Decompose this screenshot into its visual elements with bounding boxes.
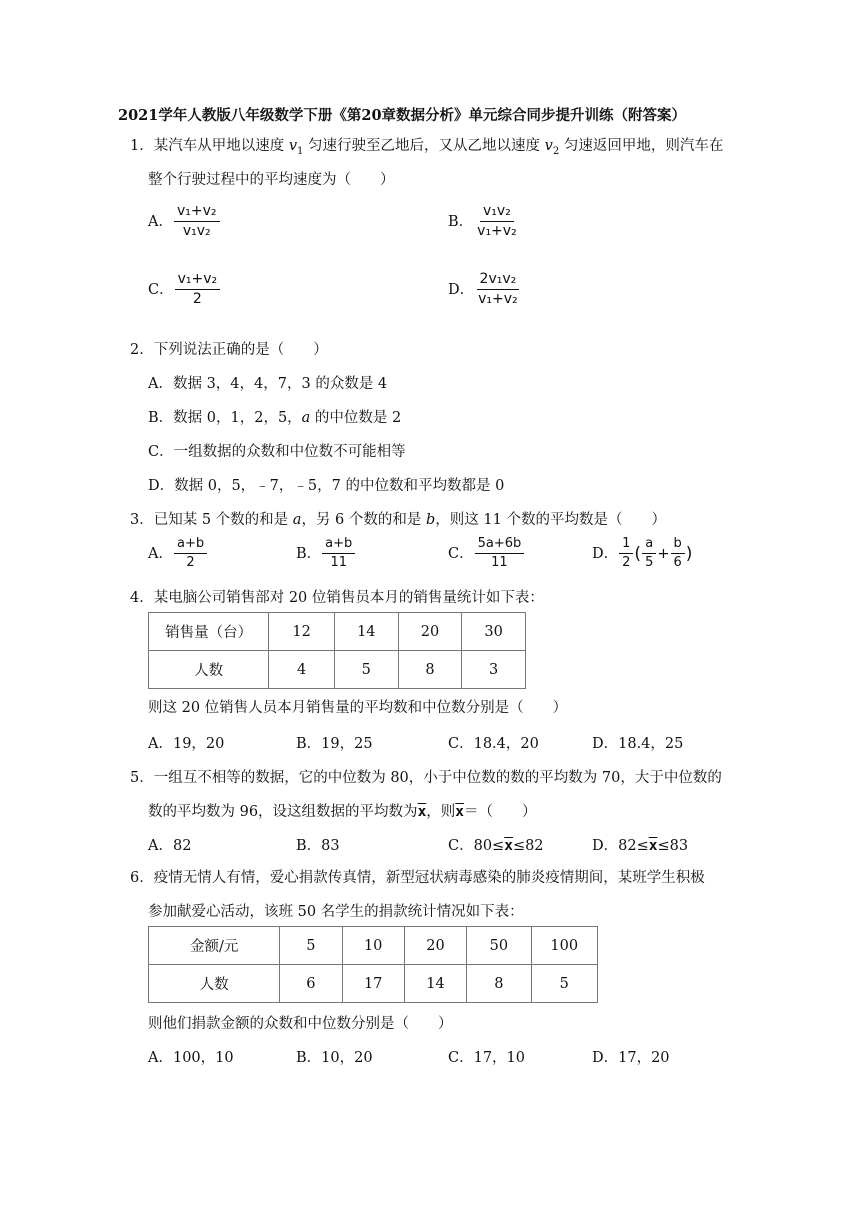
q1-stem-line1: 1．某汽车从甲地以速度 $v_1$ 匀速行驶至乙地后，又从乙地以速度 $v_2$ 匀速返回甲地，则汽车在 bbox=[130, 138, 724, 157]
q5-option-d: D．$82\le\overline{x}\le 83$ bbox=[592, 838, 689, 854]
table-cell: 20 bbox=[404, 927, 466, 965]
q6-option-b: B．10，20 bbox=[296, 1050, 373, 1066]
q4-option-a: A．19，20 bbox=[148, 736, 225, 752]
table-cell: 人数 bbox=[149, 965, 280, 1003]
q1-stem-line2: 整个行驶过程中的平均速度为（ ） bbox=[148, 172, 395, 188]
q1-d-fraction: $\frac{\text{2v₁v₂}}{\text{v₁+v₂}}$ bbox=[478, 271, 518, 308]
q1-number: 1． bbox=[130, 138, 154, 154]
q2-option-b: B．数据 0，1，2，5，a 的中位数是 2 bbox=[148, 410, 402, 426]
table-cell: 50 bbox=[467, 927, 531, 965]
table-cell: 8 bbox=[398, 651, 462, 689]
table-cell: 14 bbox=[334, 613, 398, 651]
q1-option-c: C． $\frac{\text{v₁+v₂}}{2}$ bbox=[148, 272, 221, 308]
q1-option-d: D． $\frac{\text{2v₁v₂}}{\text{v₁+v₂}}$ bbox=[448, 272, 522, 308]
q4-ask: 则这 20 位销售人员本月销售量的平均数和中位数分别是（ ） bbox=[148, 700, 568, 716]
table-cell: 3 bbox=[462, 651, 526, 689]
q6-option-a: A．100，10 bbox=[148, 1050, 234, 1066]
q2-stem: 2．下列说法正确的是（ ） bbox=[130, 342, 328, 358]
table-cell: 5 bbox=[334, 651, 398, 689]
q3-option-d: D． $\frac{1}{2}$ ( $\frac{a}{5}$ + $\frac{b}{6}$ ) bbox=[592, 536, 693, 571]
table-row bbox=[149, 965, 598, 1003]
q3-d-half: $\frac{1}{2}$ bbox=[619, 537, 633, 571]
x-bar-symbol: $\overline{x}$ bbox=[417, 804, 427, 820]
q5-option-c: C．$80\le\overline{x}\le 82$ bbox=[448, 838, 544, 854]
table-cell: 4 bbox=[269, 651, 335, 689]
table-row bbox=[149, 613, 526, 651]
q1-b-fraction: $\frac{\text{v₁v₂}}{\text{v₁+v₂}}$ bbox=[477, 203, 517, 240]
table-cell: 20 bbox=[398, 613, 462, 651]
q1-option-a: A． $\frac{\text{v₁+v₂}}{\text{v₁v₂}}$ bbox=[148, 204, 221, 240]
table-cell: 人数 bbox=[149, 651, 269, 689]
q6-option-d: D．17，20 bbox=[592, 1050, 670, 1066]
table-cell: 金额/元 bbox=[149, 927, 280, 965]
q5-stem-line2: 数的平均数为 96，设这组数据的平均数为$\overline{x}$，则$\overline{x}=$（ ） bbox=[148, 804, 537, 820]
q4-stem: 4．某电脑公司销售部对 20 位销售员本月的销售量统计如下表： bbox=[130, 590, 544, 606]
q3-a-fraction: $\frac{a+b}{2}$ bbox=[174, 537, 207, 571]
q3-d-b6: $\frac{b}{6}$ bbox=[671, 537, 685, 571]
q3-b-fraction: $\frac{a+b}{11}$ bbox=[322, 537, 355, 571]
q6-stem-line2: 参加献爱心活动，该班 50 名学生的捐款统计情况如下表： bbox=[148, 904, 524, 920]
table-cell: 12 bbox=[269, 613, 335, 651]
q4-option-d: D．18.4，25 bbox=[592, 736, 684, 752]
q2-option-c: C．一组数据的众数和中位数不可能相等 bbox=[148, 444, 406, 460]
q1-c-fraction: $\frac{\text{v₁+v₂}}{2}$ bbox=[175, 272, 221, 308]
q4-option-b: B．19，25 bbox=[296, 736, 373, 752]
q4-option-c: C．18.4，20 bbox=[448, 736, 539, 752]
q1-option-b: B． $\frac{\text{v₁v₂}}{\text{v₁+v₂}}$ bbox=[448, 204, 521, 240]
table-cell: 8 bbox=[467, 965, 531, 1003]
q6-ask: 则他们捐款金额的众数和中位数分别是（ ） bbox=[148, 1016, 453, 1032]
q5-stem-line1: 5．一组互不相等的数据，它的中位数为 80，小于中位数的数的平均数为 70，大于中位数的 bbox=[130, 770, 722, 786]
table-cell: 销售量（台） bbox=[149, 613, 269, 651]
q2-option-a: A．数据 3，4，4，7，3 的众数是 4 bbox=[148, 376, 388, 392]
q3-option-c: C． $\frac{5a+6b}{11}$ bbox=[448, 537, 525, 571]
q4-sales-table bbox=[148, 612, 526, 689]
q5-option-b: B．83 bbox=[296, 838, 340, 854]
x-bar-symbol: $\overline{x}$ bbox=[648, 838, 658, 854]
q1-a-fraction: $\frac{\text{v₁+v₂}}{\text{v₁v₂}}$ bbox=[174, 204, 220, 240]
table-cell: 14 bbox=[404, 965, 466, 1003]
table-cell: 30 bbox=[462, 613, 526, 651]
q3-d-a5: $\frac{a}{5}$ bbox=[642, 537, 656, 571]
table-cell: 17 bbox=[342, 965, 404, 1003]
q5-option-a: A．82 bbox=[148, 838, 192, 854]
q2-option-d: D．数据 0，5，﹣7，﹣5，7 的中位数和平均数都是 0 bbox=[148, 478, 505, 494]
table-cell: 10 bbox=[342, 927, 404, 965]
table-cell: 6 bbox=[280, 965, 342, 1003]
x-bar-symbol: $\overline{x}$ bbox=[504, 838, 513, 854]
q6-stem-line1: 6．疫情无情人有情，爱心捐款传真情，新型冠状病毒感染的肺炎疫情期间，某班学生积极 bbox=[130, 870, 705, 886]
table-row bbox=[149, 927, 598, 965]
q3-option-a: A． $\frac{a+b}{2}$ bbox=[148, 537, 208, 571]
q3-stem: 3．已知某 5 个数的和是 a，另 6 个数的和是 b，则这 11 个数的平均数是（ ） bbox=[130, 512, 666, 528]
document-title: 2021学年人教版八年级数学下册《第20章数据分析》单元综合同步提升训练（附答案） bbox=[118, 107, 687, 124]
table-cell: 100 bbox=[531, 927, 597, 965]
q3-option-b: B． $\frac{a+b}{11}$ bbox=[296, 537, 356, 571]
table-cell: 5 bbox=[531, 965, 597, 1003]
q3-c-fraction: $\frac{5a+6b}{11}$ bbox=[475, 537, 525, 571]
table-cell: 5 bbox=[280, 927, 342, 965]
q6-option-c: C．17，10 bbox=[448, 1050, 525, 1066]
x-bar-symbol: $\overline{x}$ bbox=[455, 804, 465, 820]
q6-donation-table bbox=[148, 926, 598, 1003]
table-row bbox=[149, 651, 526, 689]
